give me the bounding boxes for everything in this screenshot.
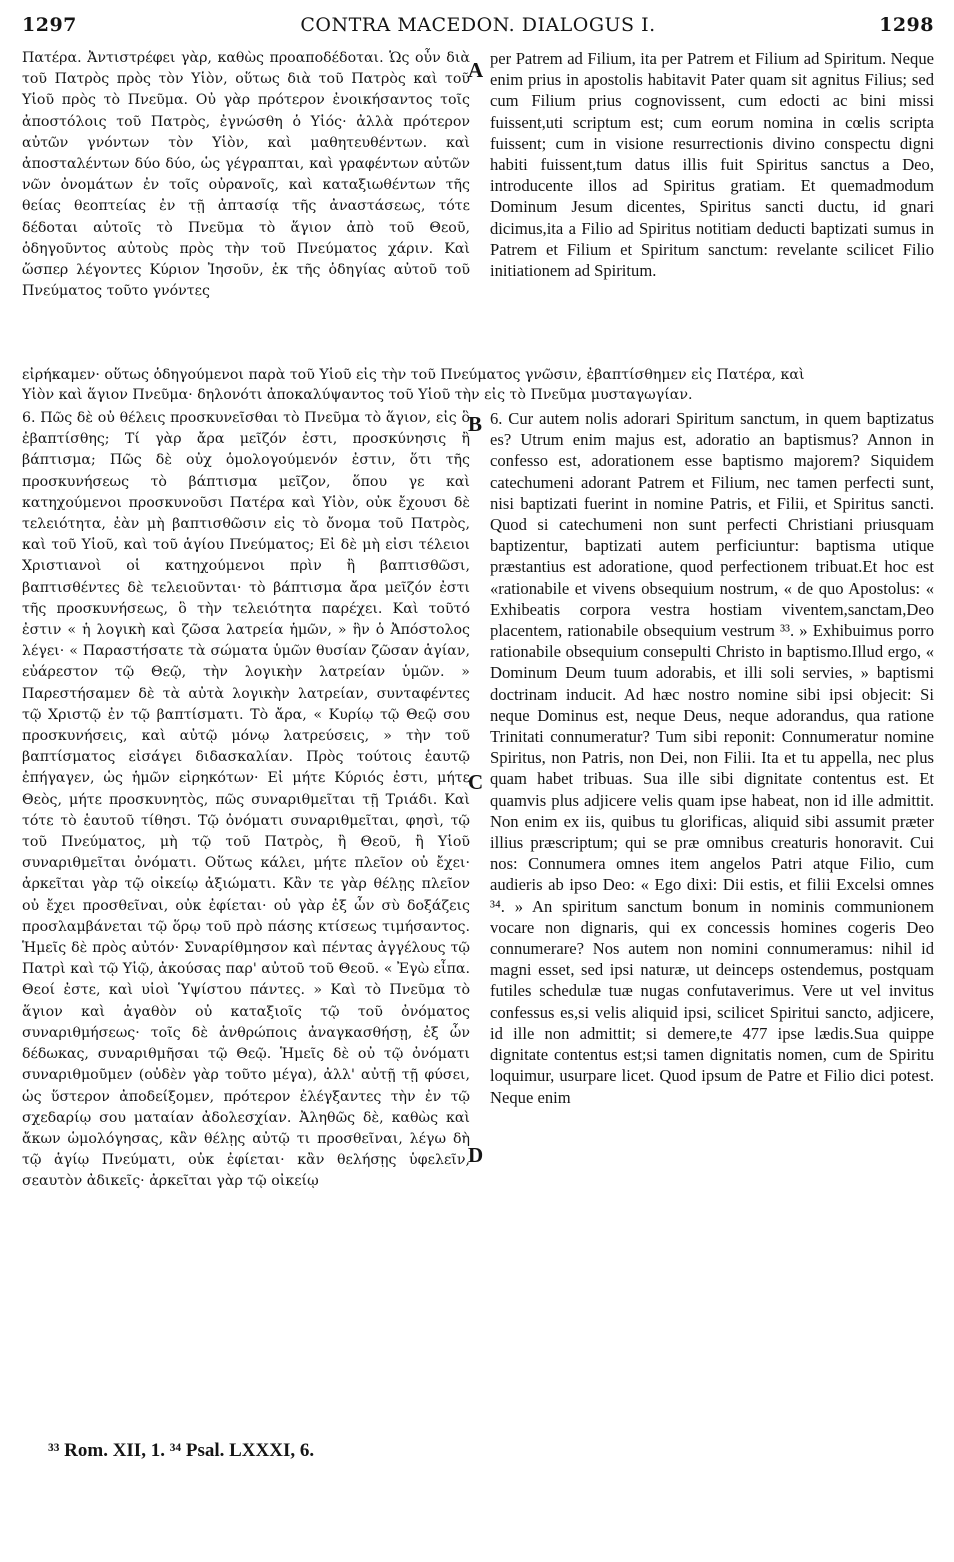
page-number-right: 1298 — [879, 14, 934, 36]
page-number-left: 1297 — [22, 14, 77, 36]
margin-marker-a: A — [468, 58, 484, 82]
page-header — [22, 14, 934, 42]
greek-column-top — [22, 48, 470, 302]
latin-column-top — [490, 48, 934, 281]
greek-paragraph-6: 6. Πῶς δὲ οὐ θέλεις προσκυνεῖσθαι τὸ Πνεῦμα τὸ ἅγιον, εἰς ὃ ἐβαπτίσθης; Τί γὰρ ἄρα μεῖζόν ἐστι, προσκύνησις ἢ βάπτισμα; Πῶς δὲ οὐχ ὁμολογούμενόν ἐστιν, ὅτι τῆς προσκυνήσεως τὸ βάπτισμα μεῖζον, ὅπου γε καὶ κατηχούμενοι προσκυνοῦσι Πατέρα καὶ Υἱὸν, οὐκ ἔχουσι δὲ τελειότητα, ἐὰν μὴ βαπτισθῶσιν εἰς τὸ ὄνομα τοῦ Πατρὸς, καὶ τοῦ Υἱοῦ, καὶ τοῦ ἁγίου Πνεύματος; Εἰ δὲ μὴ εἰσι τέλειοι Χριστιανοὶ οἱ κατηχούμενοι πρὶν ἢ βαπτισθῶσι, βαπτισθέντες δὲ τελειοῦνται· τὸ βάπτισμα ἄρα μεῖζόν ἐστι τῆς προσκυνήσεως, ὃ τὴν τελειότητα παρέχει. Καὶ τοῦτό ἐστιν « ἡ λογικὴ καὶ ζῶσα λατρεία ἡμῶν, » ἣν ὁ Ἀπόστολος λέγει· « Παραστήσατε τὰ σώματα ὑμῶν θυσίαν ζῶσαν ἁγίαν, εὐάρεστον τῷ Θεῷ, τὴν λογικὴν λατρείαν ὑμῶν. » Παρεστήσαμεν δὲ τὰ αὐτὰ λογικὴν λατρείαν, συνταφέντες τῷ Χριστῷ ἐν τῷ βαπτίσματι. Τὸ ἄρα, « Κυρίῳ τῷ Θεῷ σου προσκυνήσεις, καὶ αὐτῷ μόνῳ λατρεύσεις, » τὴν τοῦ βαπτίσματος εἰσάγει διδασκαλίαν. Πρὸς τούτοις ἑαυτῷ ἐπήγαγεν, ὡς ἡμῶν εἰρηκότων· Εἰ μήτε Κύριός ἐστι, μήτε Θεὸς, μήτε προσκυνητὸς, πῶς συναριθμεῖται τῇ Τριάδι. Καὶ τότε τὸ ἑαυτοῦ τίθησι. Τῷ ὀνόματι συναριθμεῖται, φησὶ, τῷ τοῦ Πνεύματος, μὴ τῷ τοῦ Πατρὸς, ἢ Θεοῦ, ἢ Υἱοῦ συναριθμεῖται ὀνόματι. Οὕτως κάλει, μήτε πλεῖον οὐ ἔχει· ἀρκεῖται γὰρ τῷ οἰκείῳ ἀξιώματι. Κἂν τε γὰρ θέλῃς πλεῖον οὐ ἔχει προσθεῖναι, οὐκ ἐφίεται· οὐ γὰρ ἐξ ὧν σὺ δοξάζεις προσλαμβάνεται τῷ ὅρῳ τοῦ πρὸ πάσης κτίσεως τιμήσαντος. Ἡμεῖς δὲ πρὸς αὐτόν· Συναρίθμησον καὶ πέντας ἀγγέλους τῷ Πατρὶ καὶ τῷ Υἱῷ, ἀκούσας παρ' αὐτοῦ τοῦ Θεοῦ. « Ἐγὼ εἶπα. Θεοί ἐστε, καὶ υἱοὶ Ὑψίστου πάντες. » Καὶ τὸ Πνεῦμα τὸ ἅγιον καὶ ἀγαθὸν οὐ καταξιοῖς τῷ τοῦ ὀνόματος συναριθμήσεως· τοῖς δὲ ἀνθρώποις ἀναγκασθήσῃ, ἐξ ὧν δέδωκας, συναριθμῆσαι τῷ Θεῷ. Ἡμεῖς δὲ οὐ τῷ ὀνόματι συναριθμοῦμεν (οὐδὲν γὰρ τοῦτο μέγα), ἀλλ' αὐτῇ τῇ φύσει, ὡς ὕστερον ἀποδείξομεν, πρότερον ἐλέγξαντες τὴν ἐν τῷ σχεδαρίῳ σου ματαίαν ἀδολεσχίαν. Ἀληθῶς δὲ, καθὼς καὶ ἄκων ὡμολόγησας, κἂν θέλῃς αὐτῷ τι προσθεῖναι, λέγω δὴ τῷ ἁγίῳ Πνεύματι, οὐκ ἐφίεται· κἂν θελήσῃς ὑφελεῖν, σεαυτὸν ἀδικεῖς· ἀρκεῖται γὰρ τῷ οἰκείῳ — [22, 410, 470, 1190]
latin-paragraph: per Patrem ad Filium, ita per Patrem et Filium ad Spiritum. Neque enim prius in apostolis habitavit Pater quam sit agnitus Filius; sed cum Filium prius cognovissent, cum edocti ac bini missi fuissent,uti scriptum est; cum eorum nomina in cœlis scripta fuissent; cum in visione resurrectionis divino conspectu digni habiti fuissent,tum datus illis fuit Spiritus sanctus a Deo, introducente illos ad Spiritus gratiam. Et quemadmodum Dominum Jesum dicentes, Spiritus sancti ductu, id gnari dicimus,ita a Filio ad Spiritus notitiam deducti baptizati sumus in Patrem et Filium et Spiritum sanctum: revelante scilicet Filio initiationem ad Spiritum. — [490, 49, 934, 281]
margin-marker-d: D — [468, 1143, 484, 1167]
span-line: Υἱὸν καὶ ἅγιον Πνεῦμα· δηλονότι ἀποκαλύψαντος τοῦ Υἱοῦ τὴν εἰς τὸ Πνεῦμα μυσταγωγίαν. — [22, 387, 693, 403]
footnotes: ³³ Rom. XII, 1. ³⁴ Psal. LXXXI, 6. — [48, 1440, 315, 1461]
latin-paragraph-6: 6. Cur autem nolis adorari Spiritum sanctum, in quem baptizatus es? Utrum enim majus est, adoratio an baptismus? Annon in confesso est, adorationem esse baptismo majorem? Siquidem catechumeni adorant Patrem et Filium, nec tamen perfecti sunt, nisi baptizati fuerint in nomine Patris, et Filii, et Spiritus sancti. Quod si catechumeni non sunt perfecti Christiani priusquam baptizentur, baptizati autem perficiuntur: baptisma utique præstantius est adoratione, quod perfectionem tribuat.Et hoc est «rationabile et vivens obsequium nostrum, « de quo Apostolus: « Exhibeatis corpora vestra hostiam viventem,sanctam,Deo placentem, rationabile obsequium vestrum ³³. » Exhibuimus porro rationabile obsequium consepulti Christo in baptismo.Illud ergo, « Dominum Deum tuum adorabis, et illi soli servies, » baptismi doctrinam inducit. Ad hæc nostro nomine sibi ipsi objecit: Si neque Dominus est, neque Deus, neque adorandus, qua ratione Trinitati connumeratur? Tum sibi reponit: Connumeratur nomine Spiritus, non Patris, non Dei, non Filii. Ita et tu appella, nec plus quam habet tribuas. Sua ille sibi dignitate contentus est. Et quamvis plus adjicere velis quam ipse habeat, non id ille admittit. Non enim ex iis, quibus tu glorificas, aliquid sibi assumit præter illius præscriptum; qui se præ omnibus creaturis honoravit. Cui nos: Connumera omnes item angelos Patri atque Filio, cum audieris ab ipso Deo: « Ego dixi: Dii estis, et filii Excelsi omnes ³⁴. » An spiritum sanctum bonum in nominis communionem vocare non dignaris, qui ex concessis homines cogeris Deo connumerare? Nos autem non nomini connumeramus: nihil id magni esset, sed ipsi naturæ, ut deinceps ostendemus, postquam futiles schedulæ tuæ nugas confutaverimus. Vere ut vel invitus confessus es,si velis aliquid ipsi, scilicet Spiritui sancto, adjicere, id ille non admittit; si demere,te 477 ipse lædis.Sua quippe dignitate contentus est;si tamen dignitatis nomen, cum de Spiritu loquimur, usurpare licet. Quod ipsum de Patre et Filio dici potest. Neque enim — [490, 409, 934, 1107]
margin-marker-b: B — [468, 412, 483, 436]
greek-paragraph: Πατέρα. Ἀντιστρέφει γὰρ, καθὼς προαποδέδοται. Ὡς οὖν διὰ τοῦ Πατρὸς πρὸς τὸν Υἱὸν, οὕτως διὰ τοῦ Πατρὸς καὶ τοῦ Υἱοῦ πρὸς τὸ Πνεῦμα. Οὐ γὰρ πρότερον ἐνοικήσαντος τοῖς ἀποστόλοις τοῦ Πατρὸς, ἐγνώσθη ὁ Υἱός· ἀλλὰ πρότερον αὐτῶν γνόντων τὸν Υἱὸν, καὶ μαθητευθέντων. καὶ ἀποσταλέντων δύο δύο, ὡς γέγραπται, καὶ γραφέντων αὐτῶν νῶν ὀνομάτων ἐν τοῖς οὐρανοῖς, καὶ καταξιωθέντων τῆς θείας θεοπτείας ἐν τῇ ἀπτασίᾳ τῆς ἀναστάσεως, τότε δέδοται αὐτοῖς τὸ Πνεῦμα τὸ ἅγιον ἀπὸ τοῦ Θεοῦ, ὁδηγοῦντος αὐτοὺς πρὸς τὴν τοῦ Πνεύματος χάριν. Καὶ ὥσπερ λέγοντες Κύριον Ἰησοῦν, ἐκ τῆς ὁδηγίας αὐτοῦ τοῦ Πνεύματος τοῦτο γνόντες — [22, 50, 470, 300]
margin-marker-c: C — [468, 770, 484, 794]
greek-spanning-lines — [22, 365, 934, 405]
running-title: CONTRA MACEDON. DIALOGUS I. — [300, 14, 656, 36]
greek-column-bottom — [22, 408, 470, 1193]
latin-column-bottom — [490, 408, 934, 1108]
span-line: εἰρήκαμεν· οὕτως ὁδηγούμενοι παρὰ τοῦ Υἱοῦ εἰς τὴν τοῦ Πνεύματος γνῶσιν, ἐβαπτίσθημεν εἰς Πατέρα, καὶ — [22, 367, 805, 383]
